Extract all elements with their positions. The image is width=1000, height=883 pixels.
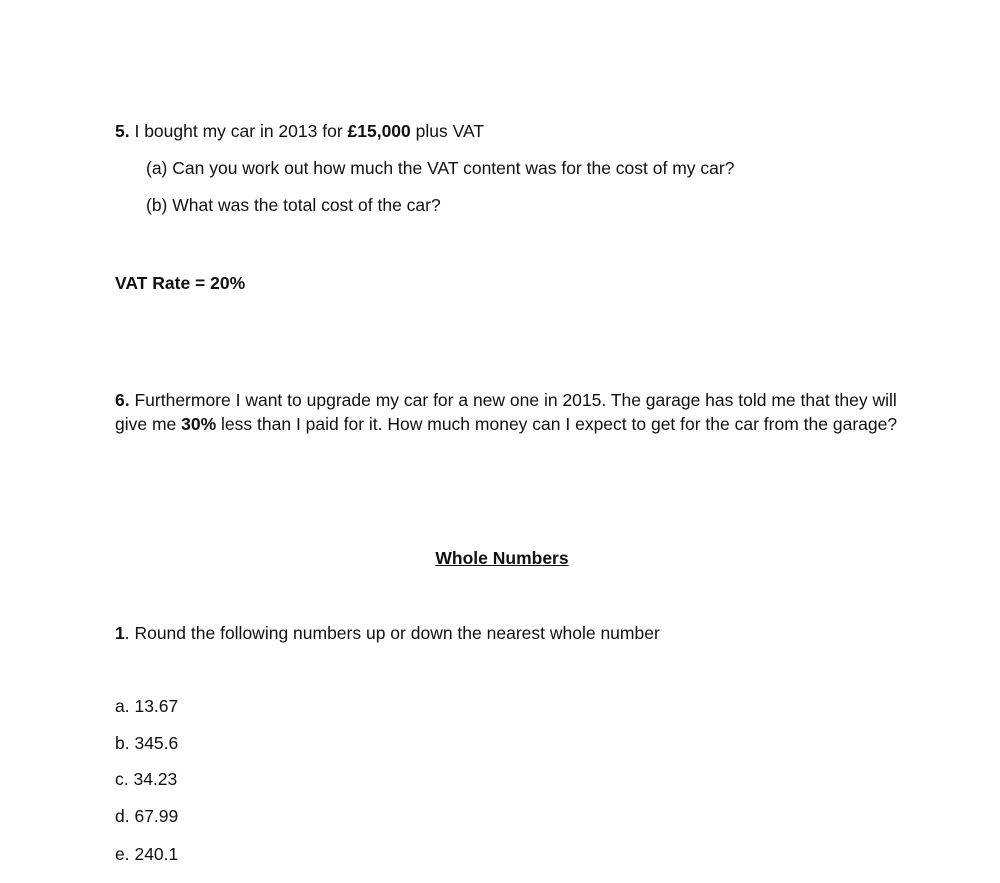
list-item: b. 345.6 (115, 733, 179, 753)
question-5-text-before: I bought my car in 2013 for (129, 121, 348, 141)
question-5-price: £15,000 (347, 121, 411, 141)
list-item: d. 67.99 (115, 806, 179, 826)
question-5-part-a: (a) Can you work out how much the VAT content was for the cost of my car? (146, 158, 735, 178)
question-1-number: 1 (115, 623, 125, 643)
question-6-text-before: Furthermore I want to upgrade my car for a new one in 2015. The garage has told me that they will give me (115, 390, 897, 434)
whole-numbers-question-1 (115, 623, 660, 644)
question-5-part-b: (b) What was the total cost of the car? (146, 195, 441, 215)
question-6-percent: 30% (181, 414, 217, 434)
list-item: a. 13.67 (115, 696, 179, 716)
section-heading: Whole Numbers (435, 548, 569, 568)
question-5 (115, 121, 484, 142)
question-5-number: 5. (115, 121, 130, 141)
question-6 (115, 388, 905, 436)
question-6-text-after: less than I paid for it. How much money can I expect to get for the car from the garage? (216, 414, 898, 434)
question-1-text: . Round the following numbers up or down the nearest whole number (124, 623, 660, 643)
list-item: e. 240.1 (115, 844, 179, 864)
list-item: c. 34.23 (115, 769, 178, 789)
cut-off-line (115, 878, 185, 883)
question-6-number: 6. (115, 390, 130, 410)
question-5-text-after: plus VAT (410, 121, 485, 141)
vat-rate: VAT Rate = 20% (115, 273, 246, 293)
